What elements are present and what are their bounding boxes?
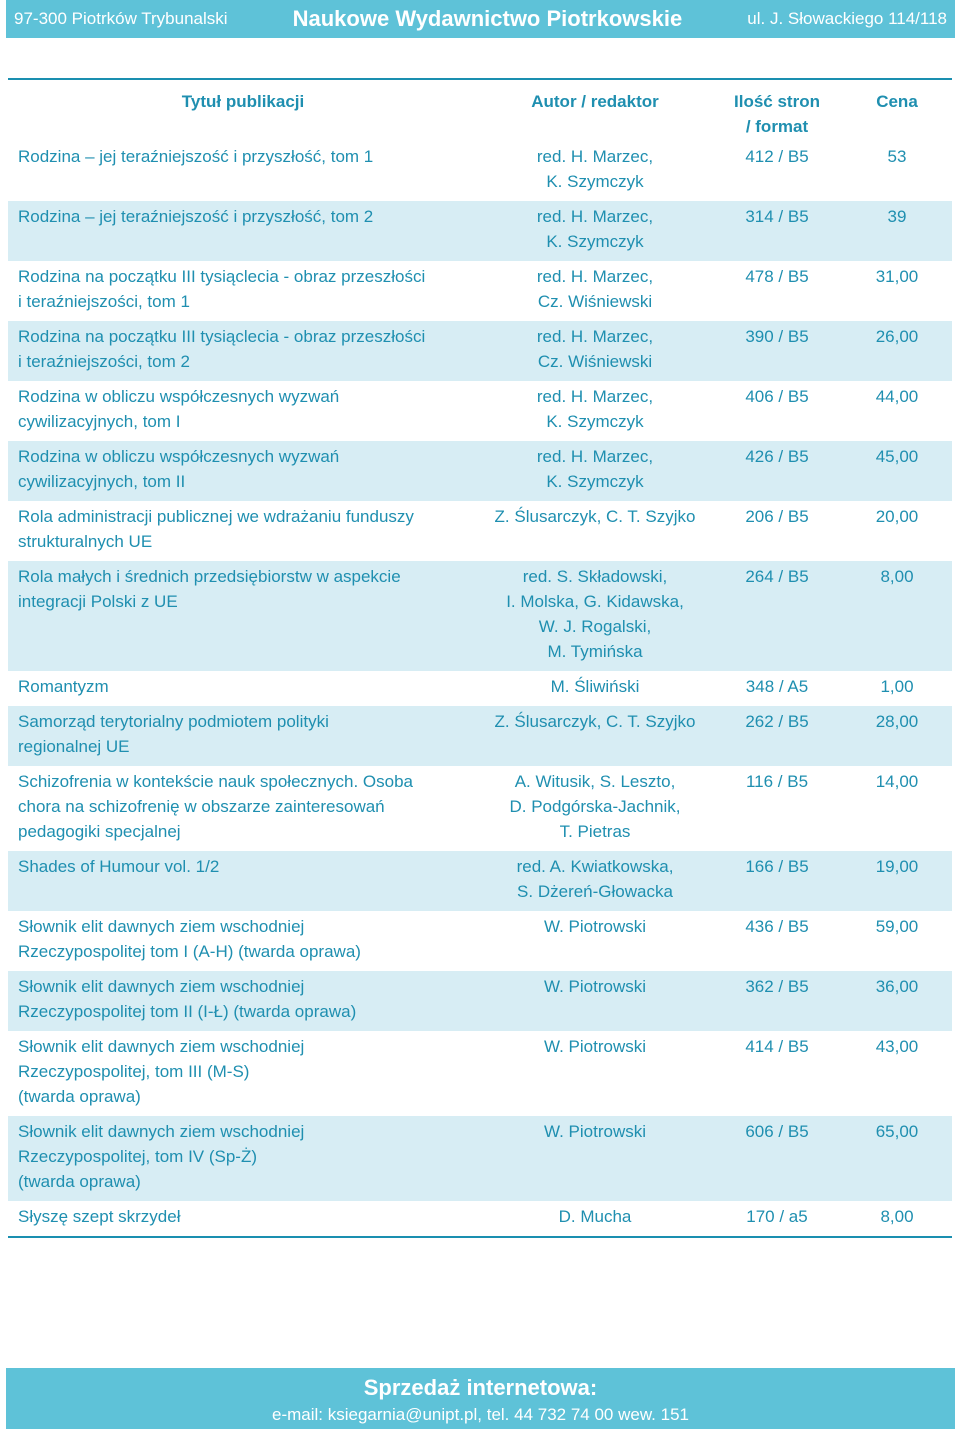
cell-pages: 606 / B5: [745, 1122, 809, 1141]
cell-author: red. H. Marzec, K. Szymczyk: [536, 207, 654, 251]
table-row: [8, 561, 952, 671]
cell-title: Słownik elit dawnych ziem wschodniej Rzeczypospolitej, tom III (M-S) (twarda oprawa): [18, 1037, 305, 1106]
column-header-author: Autor / redaktor: [531, 92, 659, 111]
publisher-name: Naukowe Wydawnictwo Piotrkowskie: [292, 6, 683, 31]
cell-price: 53: [887, 147, 907, 166]
cell-title: Rola administracji publicznej we wdrażaniu funduszy strukturalnych UE: [18, 507, 414, 551]
cell-price: 59,00: [875, 917, 919, 936]
cell-title: Shades of Humour vol. 1/2: [18, 857, 220, 876]
cell-author: red. A. Kwiatkowska, S. Dżereń-Głowacka: [516, 857, 674, 901]
cell-author: W. Piotrowski: [543, 1037, 647, 1056]
cell-author: red. H. Marzec, K. Szymczyk: [536, 387, 654, 431]
cell-title: Schizofrenia w kontekście nauk społecznych. Osoba chora na schizofrenię w obszarze zainteresowań pedagogiki specjalnej: [18, 772, 413, 841]
cell-pages: 414 / B5: [745, 1037, 809, 1056]
column-header-pages: Ilość stron / format: [734, 92, 820, 136]
column-header-title: Tytuł publikacji: [181, 92, 305, 111]
cell-pages: 170 / a5: [746, 1207, 808, 1226]
cell-author: W. Piotrowski: [543, 917, 647, 936]
table-row: [8, 1116, 952, 1201]
cell-pages: 412 / B5: [745, 147, 809, 166]
cell-price: 26,00: [875, 327, 919, 346]
cell-title: Słyszę szept skrzydeł: [18, 1207, 181, 1226]
table-row: [8, 141, 952, 201]
table-row: [8, 261, 952, 321]
cell-title: Rodzina w obliczu współczesnych wyzwań cywilizacyjnych, tom II: [18, 447, 340, 491]
cell-author: M. Śliwiński: [550, 677, 640, 696]
cell-price: 36,00: [875, 977, 919, 996]
footer-bar: [6, 1368, 955, 1429]
cell-author: red. H. Marzec, K. Szymczyk: [536, 147, 654, 191]
table-row: [8, 381, 952, 441]
cell-pages: 314 / B5: [745, 207, 809, 226]
cell-pages: 264 / B5: [745, 567, 809, 586]
header-street: ul. J. Słowackiego 114/118: [747, 9, 947, 28]
cell-author: red. H. Marzec, K. Szymczyk: [536, 447, 654, 491]
cell-price: 31,00: [875, 267, 919, 286]
cell-pages: 206 / B5: [745, 507, 809, 526]
header-bar: [6, 0, 955, 38]
cell-price: 19,00: [875, 857, 919, 876]
cell-author: Z. Ślusarczyk, C. T. Szyjko: [494, 712, 696, 731]
cell-author: W. Piotrowski: [543, 977, 647, 996]
cell-title: Rodzina na początku III tysiąclecia - obraz przeszłości i teraźniejszości, tom 1: [18, 267, 426, 311]
cell-price: 28,00: [875, 712, 919, 731]
cell-price: 8,00: [880, 567, 914, 586]
table-row: [8, 1031, 952, 1116]
cell-price: 39: [887, 207, 907, 226]
cell-price: 8,00: [880, 1207, 914, 1226]
cell-author: W. Piotrowski: [543, 1122, 647, 1141]
cell-title: Romantyzm: [18, 677, 109, 696]
cell-pages: 478 / B5: [745, 267, 809, 286]
cell-pages: 390 / B5: [745, 327, 809, 346]
cell-title: Słownik elit dawnych ziem wschodniej Rzeczypospolitej tom II (I-Ł) (twarda oprawa): [18, 977, 357, 1021]
cell-author: red. H. Marzec, Cz. Wiśniewski: [536, 267, 654, 311]
cell-pages: 348 / A5: [745, 677, 809, 696]
cell-title: Samorząd terytorialny podmiotem polityki regionalnej UE: [18, 712, 329, 756]
table-row: [8, 321, 952, 381]
cell-price: 14,00: [875, 772, 919, 791]
table-row: [8, 971, 952, 1031]
footer-title: Sprzedaż internetowa:: [363, 1375, 598, 1400]
cell-author: D. Mucha: [558, 1207, 632, 1226]
cell-author: red. S. Składowski, I. Molska, G. Kidawska, W. J. Rogalski, M. Tymińska: [506, 567, 684, 661]
cell-author: red. H. Marzec, Cz. Wiśniewski: [536, 327, 654, 371]
cell-price: 20,00: [875, 507, 919, 526]
cell-title: Słownik elit dawnych ziem wschodniej Rzeczypospolitej, tom IV (Sp-Ż) (twarda oprawa): [18, 1122, 305, 1191]
cell-price: 45,00: [875, 447, 919, 466]
cell-pages: 426 / B5: [745, 447, 809, 466]
table-row: [8, 706, 952, 766]
cell-pages: 362 / B5: [745, 977, 809, 996]
table-row: [8, 851, 952, 911]
cell-title: Rola małych i średnich przedsiębiorstw w aspekcie integracji Polski z UE: [18, 567, 401, 611]
cell-price: 1,00: [880, 677, 914, 696]
cell-title: Rodzina na początku III tysiąclecia - obraz przeszłości i teraźniejszości, tom 2: [18, 327, 426, 371]
cell-pages: 406 / B5: [745, 387, 809, 406]
cell-price: 65,00: [875, 1122, 919, 1141]
table-row: [8, 201, 952, 261]
cell-pages: 262 / B5: [745, 712, 809, 731]
cell-author: Z. Ślusarczyk, C. T. Szyjko: [494, 507, 696, 526]
cell-pages: 166 / B5: [745, 857, 809, 876]
table-header-row: [8, 80, 952, 141]
table-row: [8, 911, 952, 971]
column-header-price: Cena: [876, 92, 918, 111]
table-row: [8, 501, 952, 561]
header-address: 97-300 Piotrków Trybunalski: [14, 9, 228, 28]
table-row: [8, 441, 952, 501]
cell-pages: 116 / B5: [745, 772, 809, 791]
cell-pages: 436 / B5: [745, 917, 809, 936]
table-row: [8, 766, 952, 851]
cell-title: Rodzina w obliczu współczesnych wyzwań cywilizacyjnych, tom I: [18, 387, 340, 431]
cell-title: Rodzina – jej teraźniejszość i przyszłość, tom 2: [18, 207, 374, 226]
cell-author: A. Witusik, S. Leszto, D. Podgórska-Jachnik, T. Pietras: [509, 772, 681, 841]
cell-title: Rodzina – jej teraźniejszość i przyszłość, tom 1: [18, 147, 374, 166]
table-row: [8, 1201, 952, 1236]
publication-table: [8, 78, 952, 1238]
table-body: [8, 141, 952, 1236]
footer-contact: e-mail: ksiegarnia@unipt.pl, tel. 44 732 74 00 wew. 151: [271, 1405, 689, 1424]
cell-price: 44,00: [875, 387, 919, 406]
cell-price: 43,00: [875, 1037, 919, 1056]
cell-title: Słownik elit dawnych ziem wschodniej Rzeczypospolitej tom I (A-H) (twarda oprawa): [18, 917, 361, 961]
table-row: [8, 671, 952, 706]
